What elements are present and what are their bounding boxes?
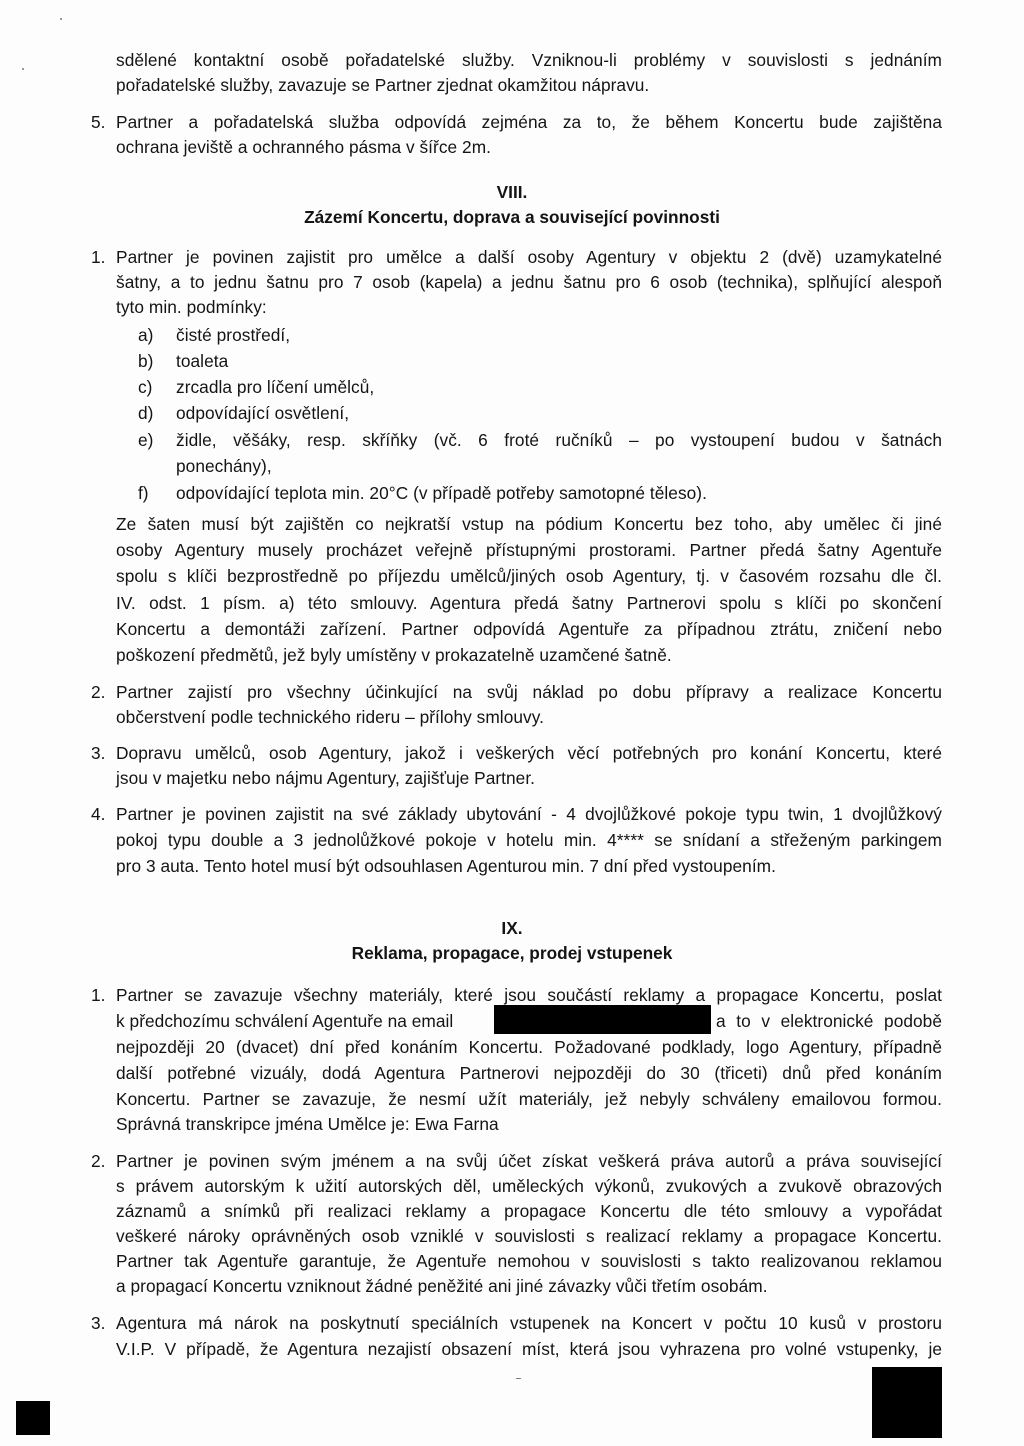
item-text-line: tyto min. podmínky: [116,297,267,317]
item-text-line: ochrana jeviště a ochranného pásma v šířce 2m. [116,137,492,157]
subitem-text: čisté prostředí, [176,325,291,345]
paragraph-line: Ze šaten musí být zajištěn co nejkratší vstup na pódium Koncertu bez toho, aby umělec či jiné [116,514,942,534]
subitem-letter: d) [138,403,154,423]
subitem-letter: c) [138,377,153,397]
section-number: IX. [501,918,523,938]
item-text-line: občerstvení podle technického rideru – přílohy smlouvy. [116,707,544,727]
scan-speck [516,1378,521,1379]
item-text-line: k předchozímu schválení Agentuře na email [116,1011,454,1031]
item-text-line: nejpozději 20 (dvacet) dní před konáním Koncertu. Požadované podklady, logo Agentury, případně [116,1037,942,1057]
item-number: 1. [91,247,106,267]
item-text-line: Agentura má nárok na poskytnutí speciálních vstupenek na Koncert v počtu 10 kusů v prostoru [116,1313,942,1333]
item-text-line: pokoj typu double a 3 jednolůžkové pokoje v hotelu min. 4**** se snídaní a střeženým parkingem [116,830,942,850]
redaction-box [872,1367,942,1438]
redaction-box [16,1401,50,1435]
item-text-line: šatny, a to jednu šatnu pro 7 osob (kapela) a jednu šatnu pro 6 osob (technika), splňující alespoň [116,272,942,292]
paragraph-line: osoby Agentury musely procházet veřejně přístupnými prostorami. Partner předá šatny Agentuře [116,540,942,560]
item-text-line: V.I.P. V případě, že Agentura nezajistí obsazení míst, která jsou vyhrazena pro volné vstupenky, je [116,1339,942,1359]
item-number: 3. [91,1313,106,1333]
item-number: 5. [91,112,106,132]
subitem-text: zrcadla pro líčení umělců, [176,377,375,397]
paragraph-line: spolu s klíči bezprostředně po příjezdu umělců/jiných osob Agentury, tj. v časovém rozsahu dle čl. [116,566,942,586]
section-number: VIII. [496,182,528,202]
subitem-text: toaleta [176,351,229,371]
item-number: 3. [91,743,106,763]
paragraph-line: IV. odst. 1 písm. a) této smlouvy. Agentura předá šatny Partnerovi spolu s klíči po skončení [116,593,942,613]
subitem-text: ponechány), [176,456,272,476]
item-number: 4. [91,804,106,824]
paragraph-line: poškození předmětů, jež byly umístěny v prokazatelně uzamčené šatně. [116,645,672,665]
item-number: 2. [91,1151,106,1171]
item-text-line: další potřebné vizuály, dodá Agentura Partnerovi nejpozději do 30 (třiceti) dnů před konáním [116,1063,942,1083]
paragraph-line: Koncertu a demontáži zařízení. Partner odpovídá Agentuře za případnou ztrátu, zničení nebo [116,619,942,639]
item-text-line: pro 3 auta. Tento hotel musí být odsouhlasen Agenturou min. 7 dní před vystoupením. [116,856,776,876]
subitem-text: odpovídající teplota min. 20°C (v případě potřeby samotopné těleso). [176,483,707,503]
subitem-letter: f) [138,483,149,503]
item-text-line: Partner se zavazuje všechny materiály, které jsou součástí reklamy a propagace Koncertu, poslat [116,985,942,1005]
item-number: 2. [91,682,106,702]
item-text-line: Partner je povinen zajistit pro umělce a další osoby Agentury v objektu 2 (dvě) uzamykatelné [116,247,942,267]
subitem-letter: e) [138,430,154,450]
scan-speck [22,68,24,70]
item-text-line: Správná transkripce jména Umělce je: Ewa Farna [116,1114,499,1134]
section-title: Reklama, propagace, prodej vstupenek [351,943,673,963]
subitem-letter: b) [138,351,154,371]
item-text-line: Partner je povinen svým jménem a na svůj účet získat veškerá práva autorů a práva související [116,1151,942,1171]
item-text-line: veškeré nároky oprávněných osob vzniklé v souvislosti s realizací reklamy a propagace Koncertu. [116,1226,942,1246]
item-text-line: Koncertu. Partner se zavazuje, že nesmí užít materiály, jež nebyly schváleny emailovou formou. [116,1089,942,1109]
continuation-line: pořadatelské služby, zavazuje se Partner zjednat okamžitou nápravu. [116,75,650,95]
item-text-line: Dopravu umělců, osob Agentury, jakož i veškerých věcí potřebných pro konání Koncertu, které [116,743,942,763]
item-text-line: a to v elektronické podobě [716,1011,942,1031]
subitem-letter: a) [138,325,154,345]
item-text-line: Partner tak Agentuře garantuje, že Agentuře nemohou v souvislosti s takto realizovanou reklamou [116,1251,942,1271]
item-number: 1. [91,985,106,1005]
item-text-line: Partner je povinen zajistit na své základy ubytování - 4 dvojlůžkové pokoje typu twin, 1 dvojlůžkový [116,804,942,824]
continuation-line: sdělené kontaktní osobě pořadatelské služby. Vzniknou-li problémy v souvislosti s jednáním [116,50,942,70]
scan-speck [60,18,62,20]
item-text-line: jsou v majetku nebo nájmu Agentury, zajišťuje Partner. [116,768,536,788]
item-text-line: Partner zajistí pro všechny účinkující na svůj náklad po dobu přípravy a realizace Koncertu [116,682,942,702]
subitem-text: odpovídající osvětlení, [176,403,350,423]
subitem-text: židle, věšáky, resp. skříňky (vč. 6 froté ručníků – po vystoupení budou v šatnách [176,430,942,450]
item-text-line: a propagací Koncertu vzniknout žádné peněžité ani jiné závazky vůči třetím osobám. [116,1276,768,1296]
section-title: Zázemí Koncertu, doprava a související povinnosti [304,207,720,227]
item-text-line: Partner a pořadatelská služba odpovídá zejména za to, že během Koncertu bude zajištěna [116,112,942,132]
item-text-line: záznamů a snímků při realizaci reklamy a propagace Koncertu dle této smlouvy a vypořádat [116,1201,942,1221]
redacted-email [494,1005,711,1034]
item-text-line: s právem autorským k užití autorských děl, uměleckých výkonů, zvukových a zvukově obrazových [116,1176,942,1196]
